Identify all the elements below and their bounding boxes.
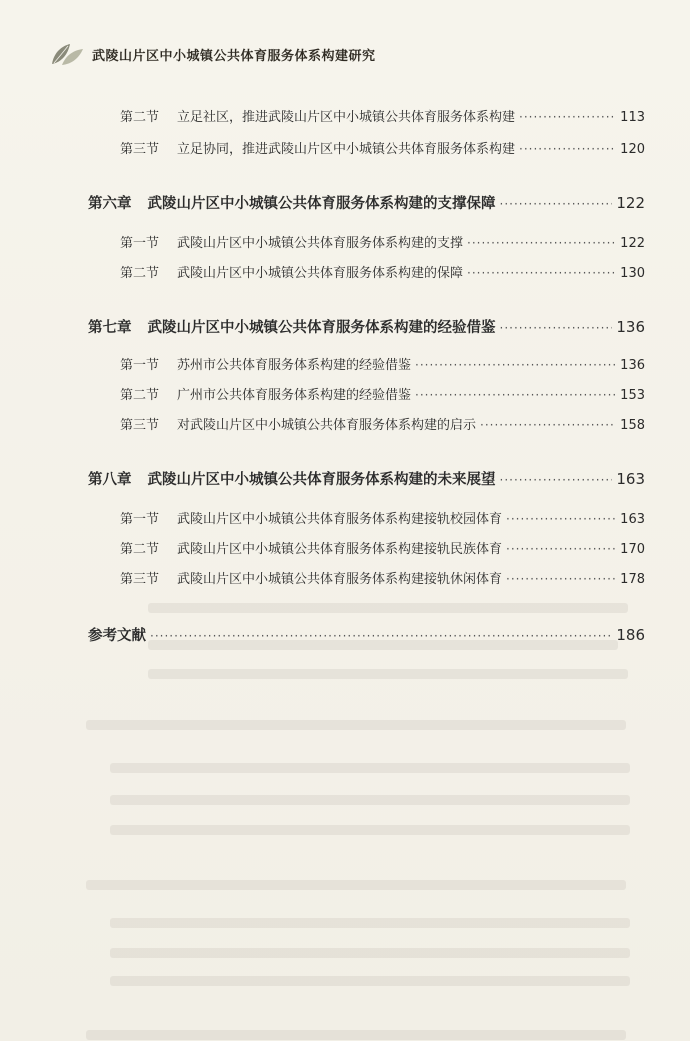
- section-title: 武陵山片区中小城镇公共体育服务体系构建的保障: [177, 266, 464, 281]
- chapter-title: 武陵山片区中小城镇公共体育服务体系构建的经验借鉴: [147, 320, 496, 336]
- section-number: 第三节: [120, 418, 160, 433]
- bleed-through-line: [86, 1030, 626, 1040]
- toc-section-entry[interactable]: [120, 262, 645, 281]
- section-title: 武陵山片区中小城镇公共体育服务体系构建的支撑: [177, 236, 464, 251]
- section-number: 第二节: [120, 266, 160, 281]
- toc-section-entry[interactable]: [120, 384, 645, 403]
- section-title: 苏州市公共体育服务体系构建的经验借鉴: [177, 358, 412, 373]
- dot-leader: [500, 473, 613, 487]
- section-number: 第一节: [120, 512, 160, 527]
- references-title: 参考文献: [88, 628, 146, 644]
- page-number: 178: [620, 572, 645, 587]
- dot-leader: [506, 572, 615, 586]
- leaf-icon: [48, 40, 86, 68]
- page-number: 163: [620, 512, 645, 527]
- toc-section-entry[interactable]: [120, 232, 645, 251]
- bleed-through-line: [86, 720, 626, 730]
- section-number: 第一节: [120, 236, 160, 251]
- section-number: 第二节: [120, 542, 160, 557]
- page-number: 158: [620, 418, 645, 433]
- bleed-through-line: [110, 976, 630, 986]
- page-number: 153: [620, 388, 645, 403]
- dot-leader: [415, 388, 615, 402]
- toc-section-entry[interactable]: [120, 538, 645, 557]
- chapter-title: 武陵山片区中小城镇公共体育服务体系构建的支撑保障: [147, 196, 496, 212]
- chapter-number: 第八章: [88, 472, 132, 488]
- toc-section-entry[interactable]: [120, 568, 645, 587]
- dot-leader: [506, 512, 615, 526]
- section-title: 武陵山片区中小城镇公共体育服务体系构建接轨民族体育: [177, 542, 503, 557]
- page-number: 113: [620, 110, 645, 125]
- page-number: 136: [620, 358, 645, 373]
- page-number: 130: [620, 266, 645, 281]
- page-number: 170: [620, 542, 645, 557]
- page-number: 122: [616, 194, 645, 212]
- chapter-number: 第六章: [88, 196, 132, 212]
- dot-leader: [519, 110, 615, 124]
- dot-leader: [415, 358, 615, 372]
- section-title: 立足社区，推进武陵山片区中小城镇公共体育服务体系构建: [177, 110, 516, 125]
- bleed-through-line: [110, 795, 630, 805]
- section-number: 第一节: [120, 358, 160, 373]
- section-title: 广州市公共体育服务体系构建的经验借鉴: [177, 388, 412, 403]
- toc-chapter-entry[interactable]: [88, 316, 645, 337]
- running-header: [48, 40, 376, 68]
- toc-section-entry[interactable]: [120, 508, 645, 527]
- dot-leader: [500, 197, 613, 211]
- dot-leader: [506, 542, 615, 556]
- toc-section-entry[interactable]: [120, 414, 645, 433]
- dot-leader: [467, 266, 615, 280]
- bleed-through-line: [148, 603, 628, 613]
- section-title: 对武陵山片区中小城镇公共体育服务体系构建的启示: [177, 418, 477, 433]
- toc-section-entry[interactable]: [120, 138, 645, 157]
- toc-references-entry[interactable]: [88, 624, 645, 645]
- section-title: 武陵山片区中小城镇公共体育服务体系构建接轨校园体育: [177, 512, 503, 527]
- dot-leader: [519, 142, 615, 156]
- dot-leader: [480, 418, 615, 432]
- dot-leader: [500, 321, 613, 335]
- page-number: 120: [620, 142, 645, 157]
- toc-chapter-entry[interactable]: [88, 192, 645, 213]
- chapter-number: 第七章: [88, 320, 132, 336]
- page-number: 163: [616, 470, 645, 488]
- bleed-through-line: [148, 669, 628, 679]
- page-number: 186: [616, 626, 645, 644]
- section-number: 第二节: [120, 110, 160, 125]
- section-number: 第三节: [120, 142, 160, 157]
- page-number: 122: [620, 236, 645, 251]
- section-number: 第三节: [120, 572, 160, 587]
- chapter-title: 武陵山片区中小城镇公共体育服务体系构建的未来展望: [147, 472, 496, 488]
- dot-leader: [150, 629, 612, 643]
- bleed-through-line: [110, 763, 630, 773]
- bleed-through-line: [110, 948, 630, 958]
- bleed-through-line: [110, 825, 630, 835]
- dot-leader: [467, 236, 615, 250]
- toc-chapter-entry[interactable]: [88, 468, 645, 489]
- page-number: 136: [616, 318, 645, 336]
- bleed-through-line: [86, 880, 626, 890]
- section-title: 立足协同，推进武陵山片区中小城镇公共体育服务体系构建: [177, 142, 516, 157]
- toc-section-entry[interactable]: [120, 354, 645, 373]
- toc-section-entry[interactable]: [120, 106, 645, 125]
- section-number: 第二节: [120, 388, 160, 403]
- section-title: 武陵山片区中小城镇公共体育服务体系构建接轨休闲体育: [177, 572, 503, 587]
- header-title: 武陵山片区中小城镇公共体育服务体系构建研究: [92, 48, 376, 64]
- bleed-through-line: [110, 918, 630, 928]
